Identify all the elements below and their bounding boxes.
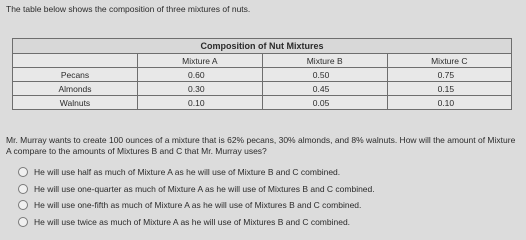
cell-walnuts-c: 0.10 (387, 96, 511, 110)
header-blank (13, 54, 138, 68)
header-mixture-c: Mixture C (387, 54, 511, 68)
answer-option-label: He will use one-quarter as much of Mixture A as he will use of Mixtures B and C combined. (34, 183, 375, 194)
cell-walnuts-b: 0.05 (262, 96, 387, 110)
row-label-almonds: Almonds (13, 82, 138, 96)
question-text: Mr. Murray wants to create 100 ounces of a mixture that is 62% pecans, 30% almonds, and 8% walnuts. How will the amount of Mixture A compare to the amounts of Mixtures B and C that Mr. Murray uses? (6, 135, 516, 156)
radio-button-icon[interactable] (18, 200, 28, 210)
radio-button-icon[interactable] (18, 167, 28, 177)
table-row (13, 82, 511, 96)
row-label-pecans: Pecans (13, 68, 138, 82)
cell-pecans-a: 0.60 (138, 68, 263, 82)
cell-walnuts-a: 0.10 (138, 96, 263, 110)
answer-options (18, 165, 375, 231)
answer-option-3[interactable] (18, 198, 375, 212)
header-mixture-b: Mixture B (262, 54, 387, 68)
answer-option-label: He will use half as much of Mixture A as he will use of Mixture B and C combined. (34, 167, 341, 177)
cell-pecans-c: 0.75 (387, 68, 511, 82)
row-label-walnuts: Walnuts (13, 96, 138, 110)
answer-option-1[interactable] (18, 165, 375, 179)
header-mixture-a: Mixture A (138, 54, 263, 68)
table-header-row (13, 54, 511, 68)
table-row (13, 68, 511, 82)
cell-almonds-b: 0.45 (262, 82, 387, 96)
answer-option-4[interactable] (18, 215, 375, 229)
cell-almonds-c: 0.15 (387, 82, 511, 96)
radio-button-icon[interactable] (18, 184, 28, 194)
answer-option-label: He will use twice as much of Mixture A as he will use of Mixtures B and C combined. (34, 216, 351, 227)
table-row (13, 96, 511, 110)
cell-pecans-b: 0.50 (262, 68, 387, 82)
answer-option-label: He will use one-fifth as much of Mixture A as he will use of Mixtures B and C combined. (34, 200, 362, 210)
table-title: Composition of Nut Mixtures (13, 39, 511, 54)
nut-mixture-table (12, 38, 512, 110)
radio-button-icon[interactable] (18, 217, 28, 227)
answer-option-2[interactable] (18, 182, 375, 196)
intro-text: The table below shows the composition of three mixtures of nuts. (6, 4, 251, 14)
cell-almonds-a: 0.30 (138, 82, 263, 96)
